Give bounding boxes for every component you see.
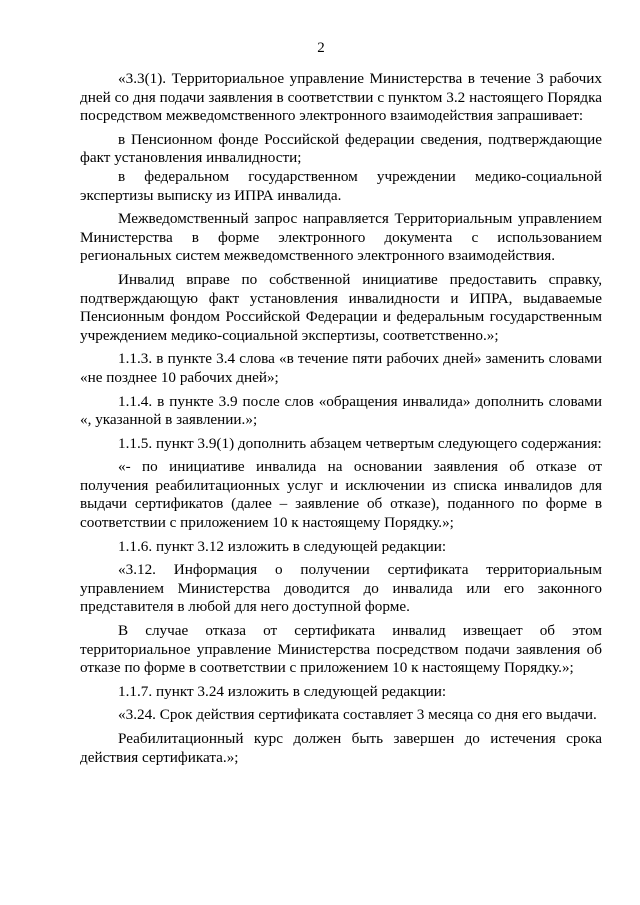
paragraph-mse-extract: в федеральном государственном учреждении медико-социальной экспертизы выписку из ИПРА инвалида. bbox=[80, 167, 602, 204]
paragraph-1-1-3: 1.1.3. в пункте 3.4 слова «в течение пяти рабочих дней» заменить словами «не позднее 10 рабочих дней»; bbox=[80, 350, 602, 386]
paragraph-refusal-statement: «- по инициативе инвалида на основании заявления об отказе от получения реабилитационных услуг и исключении из списка инвалидов для выдачи сертификатов (далее – заявление об отказе), поданного по форме в соответствии с приложением 10 к настоящему Порядку.»; bbox=[80, 458, 602, 532]
paragraph-invalid-right: Инвалид вправе по собственной инициативе предоставить справку, подтверждающую факт установления инвалидности и ИПРА, выдаваемые Пенсионным фондом Российской Федерации и федеральным государственным учреждением медико-социальной экспертизы, соответственно.»; bbox=[80, 270, 602, 344]
paragraph-pension-fund: в Пенсионном фонде Российской федерации сведения, подтверждающие факт установления инвалидности; bbox=[80, 130, 602, 167]
paragraph-1-1-7: 1.1.7. пункт 3.24 изложить в следующей редакции: bbox=[118, 682, 447, 700]
paragraph-3-24: «3.24. Срок действия сертификата составляет 3 месяца со дня его выдачи. bbox=[118, 706, 597, 724]
paragraph-1-1-5: 1.1.5. пункт 3.9(1) дополнить абзацем четвертым следующего содержания: bbox=[118, 434, 602, 452]
document-body bbox=[80, 70, 602, 767]
paragraph-refusal-case: В случае отказа от сертификата инвалид извещает об этом территориальное управление Министерства посредством подачи заявления об отказе по форме в соответствии с приложением 10 к настоящему Порядку.»; bbox=[80, 622, 602, 677]
paragraph-3-12: «3.12. Информация о получении сертификата территориальным управлением Министерства доводится до инвалида или его законного представителя в любой для него доступной форме. bbox=[80, 561, 602, 616]
paragraph-1-1-4: 1.1.4. в пункте 3.9 после слов «обращения инвалида» дополнить словами «, указанной в заявлении.»; bbox=[80, 392, 602, 429]
paragraph-1-1-6: 1.1.6. пункт 3.12 изложить в следующей редакции: bbox=[118, 537, 447, 555]
paragraph-3-3-1: «3.3(1). Территориальное управление Министерства в течение 3 рабочих дней со дня подачи заявления в соответствии с пунктом 3.2 настоящего Порядка посредством межведомственного электронного взаимодействия запрашивает: bbox=[80, 70, 602, 125]
page-number: 2 bbox=[317, 40, 325, 56]
paragraph-interagency-request: Межведомственный запрос направляется Территориальным управлением Министерства в форме электронного документа с использованием региональных систем межведомственного электронного взаимодействия. bbox=[80, 210, 602, 265]
paragraph-rehab-course: Реабилитационный курс должен быть завершен до истечения срока действия сертификата.»; bbox=[80, 730, 602, 766]
